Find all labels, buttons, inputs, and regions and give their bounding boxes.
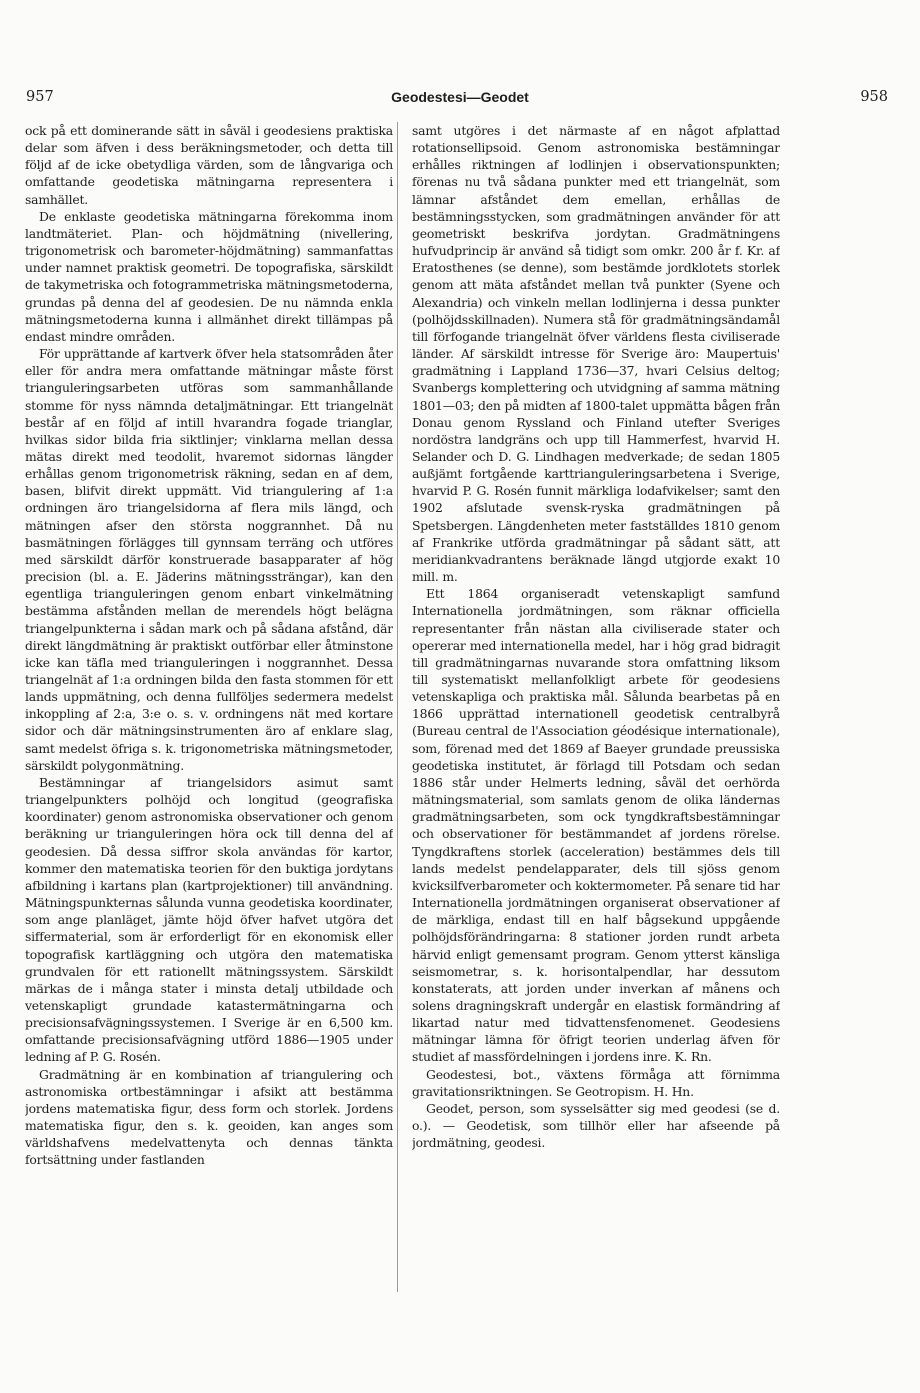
paragraph: ock på ett dominerande sätt in såväl i geodesiens praktiska delar som äfven i dess beräkningsmetoder, och detta till följd af de icke obetydliga värden, som de långvariga och omfattande geodetiska mätningarna representera i samhället. <box>25 123 393 207</box>
entry-geodet: Geodet, person, som sysselsätter sig med geodesi (se d. o.). — Geodetisk, som tillhör eller har afseende på jordmätning, geodesi. <box>412 1100 780 1151</box>
paragraph: samt utgöres i det närmaste af en något afplattad rotationsellipsoid. Genom astronomiska bestämningar erhålles riktningen af lodlinjen i observationspunkten; förenas nu två sådana punkter med ett triangelnät, som lämnar afståndet dem emellan, erhållas de bestämningsstycken, som gradmätningen använder för att geometriskt beskrifva jordytan. Gradmätningens hufvudprincip är använd så tidigt som omkr. 200 år f. Kr. af Eratosthenes (se denne), som bestämde jordklotets storlek genom att mäta afståndet mellan två punkter (Syene och Alexandria) och vinkeln mellan lodlinjerna i dessa punkter (polhöjdsskillnaden). Numera stå för gradmätningsändamål till förfogande triangelnät öfver världens flesta civiliserade länder. Af särskildt intresse för Sverige äro: Maupertuis' gradmätning i Lappland 1736—37, hvari Celsius deltog; Svanbergs komplettering och utvidgning af samma mätning 1801—03; den på midten af 1800-talet uppmätta bågen från Donau genom Ryssland och Finland utefter Sveriges nordöstra landgräns och upp till Hammerfest, hvarvid H. Selander och D. G. Lindhagen medverkade; de sedan 1805 außjämt fortgående karttrianguleringsarbetena i Sverige, hvarvid P. G. Rosén funnit märkliga lodafvikelser; samt den 1902 afslutade svensk-ryska gradmätningen på Spetsbergen. Längdenheten meter fastställdes 1810 genom af Frankrike utförda gradmätningar på sådant sätt, att meridiankvadrantens beräknade längd utgjorde exakt 10 mill. m. <box>412 123 780 585</box>
column-divider <box>397 122 398 1292</box>
entry-geodestesi: Geodestesi, bot., växtens förmåga att förnimma gravitationsriktningen. Se Geotropism. H. Hn. <box>412 1066 780 1099</box>
left-column <box>25 122 393 1169</box>
paragraph: De enklaste geodetiska mätningarna förekomma inom landtmäteriet. Plan- och höjdmätning (nivellering, trigonometrisk och barometer-höjdmätning) sammanfattas under namnet praktisk geometri. De topografiska, särskildt de takymetriska och fotogrammetriska mätningsmetoderna, grundas på denna del af geodesien. De nu nämnda enkla mätningsmetoderna kunna i allmänhet direkt tillämpas på endast mindre områden. <box>25 208 393 344</box>
page-number-left: 957 <box>26 89 54 105</box>
page-number-right: 958 <box>860 89 888 105</box>
running-title: Geodestesi—Geodet <box>391 89 529 105</box>
paragraph: För upprättande af kartverk öfver hela statsområden åter eller för andra mera omfattande mätningar måste först trianguleringsarbeten utföras som sammanhållande stomme för nyss nämnda detaljmätningar. Ett triangelnät består af en följd af intill hvarandra fogade trianglar, hvilkas sidor bilda fria siktlinjer; vinklarna mellan dessa mätas direkt med teodolit, hvaremot sidornas längder erhållas genom trigonometrisk räkning, sedan en af dem, basen, blifvit direkt uppmätt. Vid triangulering af 1:a ordningen äro triangelsidorna af flera mils längd, och mätningen afser den största noggrannhet. Då nu basmätningen förlägges till gynnsam terräng och utföres med särskildt därför konstruerade basapparater af hög precision (bl. a. E. Jäderins mätningssträngar), kan den egentliga trianguleringen genom enbart vinkelmätning bestämma afstånden mellan de merendels högt belägna triangelpunkterna i sådan mark och på sådana afstånd, där direkt längdmätning är praktiskt outförbar eller åtminstone icke kan täfla med trianguleringen i noggrannhet. Dessa triangelnät af 1:a ordningen bilda den fasta stommen för ett lands uppmätning, och denna fullföljes sedermera medelst inkoppling af 2:a, 3:e o. s. v. ordningens nät med kortare sidor och där mätningsinstrumenten äro af enklare slag, samt medelst öfriga s. k. trigonometriska mätningsmetoder, särskildt polygonmätning. <box>25 346 393 773</box>
right-column <box>412 122 780 1151</box>
paragraph: Bestämningar af triangelsidors asimut samt triangelpunkters polhöjd och longitud (geografiska koordinater) genom astronomiska observationer och genom beräkning ur trianguleringen höra ock till denna del af geodesien. Då dessa siffror skola användas för kartor, kommer den matematiska teorien för den buktiga jordytans afbildning i kartans plan (kartprojektioner) till användning. Mätningspunkternas sålunda vunna geodetiska koordinater, som ange planläget, jämte höjd öfver hafvet utgöra det siffermaterial, som är erforderligt för en ekonomisk eller topografisk kartläggning och utgöra den matematiska grundvalen för ett rationellt mätningssystem. Särskildt märkas de i många stater i minsta detalj utbildade och vetenskapligt grundade katastermätningarna och precisionsafvägningssystemen. I Sverige är en 6,500 km. omfattande precisionsafvägning utförd 1886—1905 under ledning af P. G. Rosén. <box>25 774 393 1065</box>
paragraph: Gradmätning är en kombination af triangulering och astronomiska ortbestämningar i afsikt att bestämma jordens matematiska figur, dess form och storlek. Jordens matematiska figur, den s. k. geoiden, kan anges som världshafvens medelvattenyta och dennas tänkta fortsättning under fastlanden <box>25 1066 393 1168</box>
paragraph: Ett 1864 organiseradt vetenskapligt samfund Internationella jordmätningen, som räknar officiella representanter från nästan alla civiliserade stater och opererar med internationella medel, har i hög grad bidragit till gradmätningarnas nuvarande stora omfattning liksom till systematiskt mellanfolkligt arbete för geodesiens vetenskapliga och praktiska mål. Sålunda bearbetas på en 1866 upprättad internationell geodetisk centralbyrå (Bureau central de l'Association géodésique internationale), som, förenad med det 1869 af Baeyer grundade preussiska geodetiska institutet, är förlagd till Potsdam och sedan 1886 står under Helmerts ledning, såväl det oerhörda mätningsmaterial, som samlats genom de olika ländernas gradmätningsarbeten, som ock tyngdkraftsbestämningar och observationer för bestämmandet af jordens rörelse. Tyngdkraftens storlek (acceleration) bestämmes dels till lands medelst pendelapparater, dels till sjöss genom kvicksilfverbarometer och koktermometer. På senare tid har Internationella jordmätningen organiserat observationer af de märkliga, endast till en half bågsekund uppgående polhöjdsförändringarna: 8 stationer jorden rundt arbeta härvid enligt gemensamt program. Genom ytterst känsliga seismometrar, s. k. horisontalpendlar, har dessutom konstaterats, att jorden under inverkan af månens och solens dragningskraft undergår en elastisk formändring af likartad natur med tidvattensfenomenet. Geodesiens mätningar lämna för öfrigt teorien underlag äfven för studiet af massfördelningen i jordens inre. K. Rn. <box>412 586 780 1065</box>
